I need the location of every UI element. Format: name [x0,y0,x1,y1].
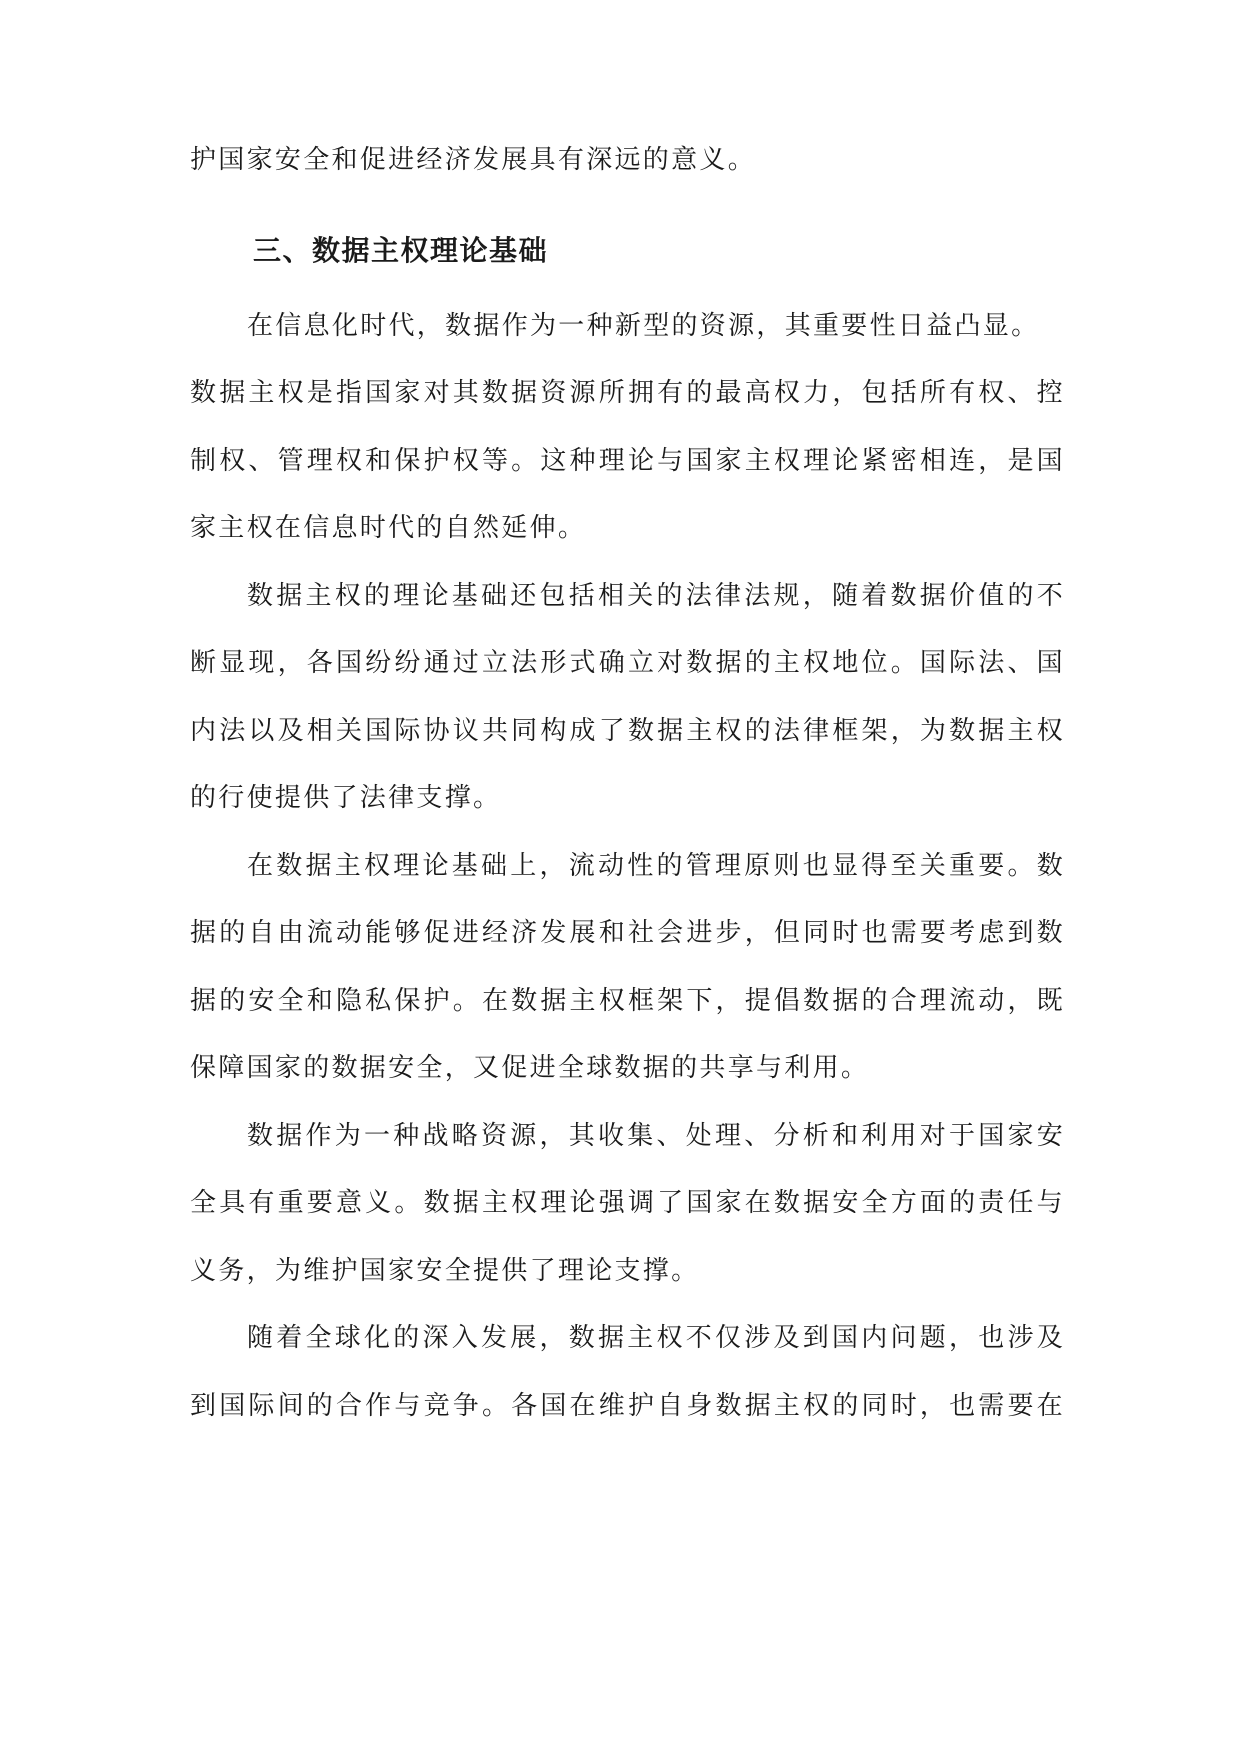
paragraph-line: 据的自由流动能够促进经济发展和社会进步，但同时也需要考虑到数 [190,918,1065,948]
paragraph-line: 在数据主权理论基础上，流动性的管理原则也显得至关重要。数 [247,851,1065,881]
paragraph-line: 制权、管理权和保护权等。这种理论与国家主权理论紧密相连，是国 [190,446,1065,476]
paragraph-line: 护国家安全和促进经济发展具有深远的意义。 [190,145,757,175]
paragraph-line: 断显现，各国纷纷通过立法形式确立对数据的主权地位。国际法、国 [190,648,1065,678]
paragraph-line: 数据主权是指国家对其数据资源所拥有的最高权力，包括所有权、控 [190,378,1065,408]
paragraph-line: 内法以及相关国际协议共同构成了数据主权的法律框架，为数据主权 [190,716,1065,746]
paragraph-line: 义务，为维护国家安全提供了理论支撑。 [190,1256,700,1286]
paragraph-line: 家主权在信息时代的自然延伸。 [190,513,587,543]
paragraph-line: 据的安全和隐私保护。在数据主权框架下，提倡数据的合理流动，既 [190,986,1065,1016]
paragraph-line: 的行使提供了法律支撑。 [190,783,502,813]
paragraph-line: 保障国家的数据安全，又促进全球数据的共享与利用。 [190,1053,870,1083]
paragraph-line: 在信息化时代，数据作为一种新型的资源，其重要性日益凸显。 [247,311,1040,341]
paragraph-line: 随着全球化的深入发展，数据主权不仅涉及到国内问题，也涉及 [247,1323,1065,1353]
paragraph-line: 全具有重要意义。数据主权理论强调了国家在数据安全方面的责任与 [190,1188,1065,1218]
paragraph-line: 到国际间的合作与竞争。各国在维护自身数据主权的同时，也需要在 [190,1391,1065,1421]
section-heading: 三、数据主权理论基础 [253,234,549,267]
paragraph-line: 数据作为一种战略资源，其收集、处理、分析和利用对于国家安 [247,1121,1065,1151]
paragraph-line: 数据主权的理论基础还包括相关的法律法规，随着数据价值的不 [247,581,1065,611]
